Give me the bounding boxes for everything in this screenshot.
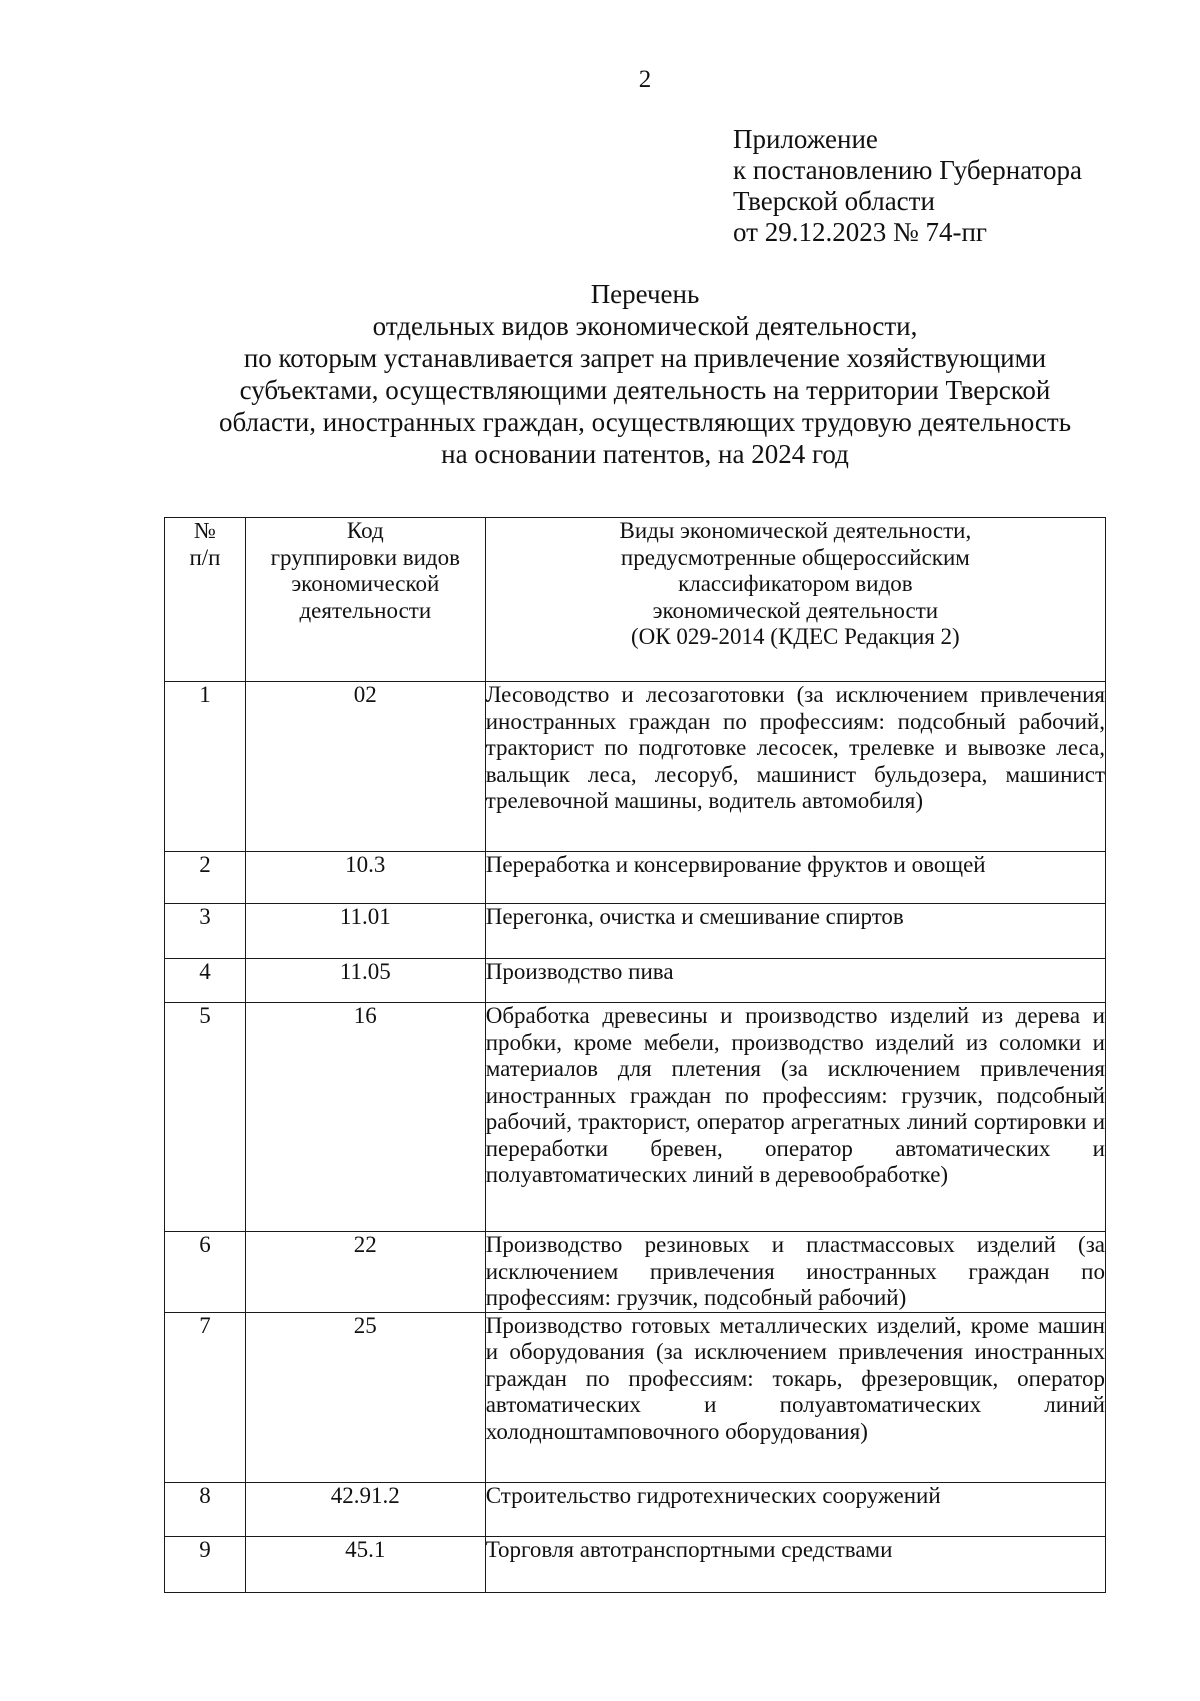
row-num: 7 — [165, 1312, 246, 1482]
row-code: 22 — [245, 1232, 485, 1313]
table-row — [165, 1003, 1106, 1232]
row-code: 45.1 — [245, 1536, 485, 1592]
header-desc-line: предусмотренные общероссийским — [620, 544, 970, 570]
title-line: Перечень — [590, 279, 700, 309]
row-num: 6 — [165, 1232, 246, 1313]
row-num: 3 — [165, 904, 246, 959]
header-code-line: экономической — [291, 571, 440, 596]
appendix-line: Приложение — [733, 124, 878, 154]
appendix-block — [733, 124, 1082, 248]
row-code: 11.01 — [245, 904, 485, 959]
row-desc: Торговля автотранспортными средствами — [485, 1536, 1105, 1592]
title-line: на основании патентов, на 2024 год — [441, 439, 849, 469]
appendix-line: к постановлению Губернатора — [733, 155, 1082, 185]
header-code-line: группировки видов — [270, 544, 460, 570]
header-num — [165, 518, 246, 682]
page-number: 2 — [638, 66, 652, 93]
table-row — [165, 1312, 1106, 1482]
row-desc: Производство пива — [485, 959, 1105, 1003]
activities-table — [164, 517, 1106, 1593]
header-num-line: № — [193, 518, 216, 543]
row-code: 25 — [245, 1312, 485, 1482]
row-code: 02 — [245, 682, 485, 852]
title-line: субъектами, осуществляющими деятельность на территории Тверской — [239, 375, 1051, 405]
header-code — [245, 518, 485, 682]
row-num: 9 — [165, 1536, 246, 1592]
table-row — [165, 1482, 1106, 1536]
row-num: 2 — [165, 852, 246, 904]
appendix-line: Тверской области — [733, 186, 935, 216]
row-desc: Перегонка, очистка и смешивание спиртов — [485, 904, 1105, 959]
row-desc: Производство резиновых и пластмассовых изделий (за исключением привлечения иностранных граждан по профессиям: грузчик, подсобный рабочий) — [485, 1232, 1105, 1310]
header-num-line: п/п — [189, 544, 221, 570]
header-desc-line: экономической деятельности — [652, 597, 939, 623]
row-desc: Переработка и консервирование фруктов и овощей — [485, 852, 1105, 904]
table-row — [165, 1536, 1106, 1592]
table-row — [165, 682, 1106, 852]
table-row — [165, 1232, 1106, 1313]
row-desc: Производство готовых металлических изделий, кроме машин и оборудования (за исключением привлечения иностранных граждан по профессиям: токарь, фрезеровщик, оператор автоматических и полуавтоматических линий холодноштамповочного оборудования) — [485, 1312, 1105, 1482]
row-num: 8 — [165, 1482, 246, 1536]
header-code-line: Код — [346, 518, 384, 543]
row-num: 5 — [165, 1003, 246, 1232]
header-desc — [485, 518, 1105, 682]
title-line: области, иностранных граждан, осуществляющих трудовую деятельность — [218, 407, 1072, 437]
row-num: 4 — [165, 959, 246, 1003]
row-code: 42.91.2 — [245, 1482, 485, 1536]
table-row — [165, 852, 1106, 904]
table-row — [165, 904, 1106, 959]
document-title — [150, 278, 1140, 470]
row-desc: Обработка древесины и производство изделий из дерева и пробки, кроме мебели, производство изделий из соломки и материалов для плетения (за исключением привлечения иностранных граждан по профессиям: грузчик, подсобный рабочий, тракторист, оператор агрегатных линий сортировки и переработки бревен, оператор автоматических и полуавтоматических линий в деревообработке) — [485, 1003, 1105, 1232]
table-row — [165, 959, 1106, 1003]
row-num: 1 — [165, 682, 246, 852]
header-desc-line: Виды экономической деятельности, — [619, 518, 972, 543]
table-header-row — [165, 518, 1106, 682]
title-line: по которым устанавливается запрет на привлечение хозяйствующими — [243, 343, 1047, 373]
header-desc-line: (ОК 029-2014 (КДЕС Редакция 2) — [631, 624, 960, 649]
appendix-line: от 29.12.2023 № 74-пг — [733, 217, 987, 247]
header-desc-line: классификатором видов — [678, 571, 913, 596]
row-code: 10.3 — [245, 852, 485, 904]
title-line: отдельных видов экономической деятельности, — [372, 311, 918, 341]
row-code: 11.05 — [245, 959, 485, 1003]
header-code-line: деятельности — [299, 597, 432, 623]
row-desc: Лесоводство и лесозаготовки (за исключением привлечения иностранных граждан по профессиям: подсобный рабочий, тракторист по подготовке лесосек, трелевке и вывозке леса, вальщик леса, лесоруб, машинист бульдозера, машинист трелевочной машины, водитель автомобиля) — [485, 682, 1105, 852]
row-desc: Строительство гидротехнических сооружений — [485, 1482, 1105, 1536]
row-code: 16 — [245, 1003, 485, 1232]
